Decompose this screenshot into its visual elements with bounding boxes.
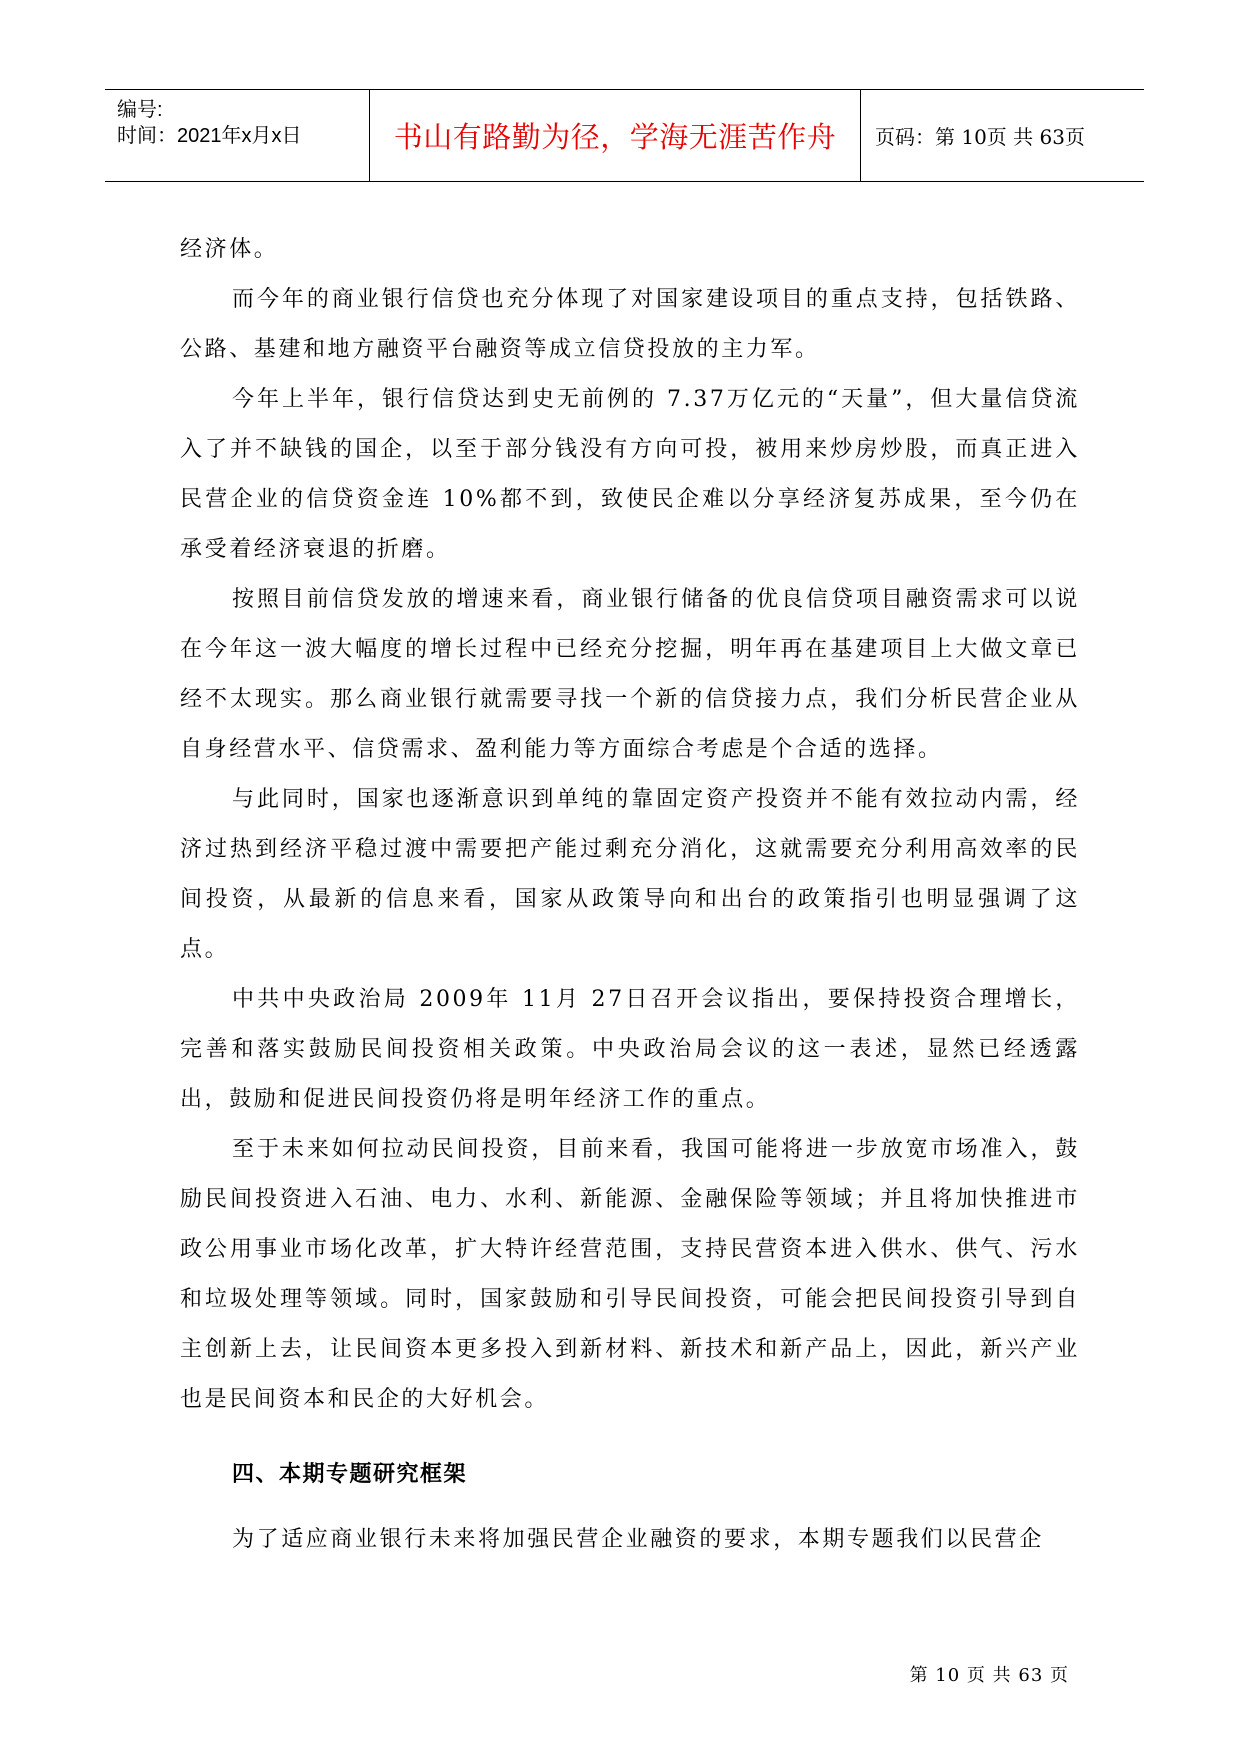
header-page-info: 页码：第 10页 共 63页 bbox=[875, 125, 1085, 149]
page-header bbox=[105, 89, 1144, 182]
paragraph: 至于未来如何拉动民间投资，目前来看，我国可能将进一步放宽市场准入，鼓励民间投资进入石油、电力、水利、新能源、金融保险等领域；并且将加快推进市政公用事业市场化改革，扩大特许经营范围，支持民营资本进入供水、供气、污水和垃圾处理等领域。同时，国家鼓励和引导民间投资，可能会把民间投资引导到自主创新上去，让民间资本更多投入到新材料、新技术和新产品上，因此，新兴产业也是民间资本和民企的大好机会。 bbox=[180, 1137, 1080, 1412]
document-body bbox=[180, 225, 1080, 1565]
paragraph: 而今年的商业银行信贷也充分体现了对国家建设项目的重点支持，包括铁路、公路、基建和地方融资平台融资等成立信贷投放的主力军。 bbox=[180, 287, 1080, 362]
paragraph: 按照目前信贷发放的增速来看，商业银行储备的优良信贷项目融资需求可以说在今年这一波大幅度的增长过程中已经充分挖掘，明年再在基建项目上大做文章已经不太现实。那么商业银行就需要寻找一个新的信贷接力点，我们分析民营企业从自身经营水平、信贷需求、盈利能力等方面综合考虑是个合适的选择。 bbox=[180, 587, 1080, 762]
paragraph: 为了适应商业银行未来将加强民营企业融资的要求，本期专题我们以民营企 bbox=[232, 1527, 1044, 1552]
header-meta bbox=[105, 90, 370, 181]
page-footer: 第 10 页 共 63 页 bbox=[909, 1665, 1069, 1686]
document-number-label: 编号: bbox=[117, 99, 163, 121]
header-motto: 书山有路勤为径，学海无涯苦作舟 bbox=[370, 90, 861, 181]
paragraph: 中共中央政治局 2009年 11月 27日召开会议指出，要保持投资合理增长，完善和落实鼓励民间投资相关政策。中央政治局会议的这一表述，显然已经透露出，鼓励和促进民间投资仍将是明年经济工作的重点。 bbox=[180, 987, 1080, 1112]
document-time: 时间：2021年x月x日 bbox=[117, 125, 302, 147]
paragraph: 经济体。 bbox=[180, 237, 279, 262]
paragraph: 今年上半年，银行信贷达到史无前例的 7.37万亿元的“天量”，但大量信贷流入了并不缺钱的国企，以至于部分钱没有方向可投，被用来炒房炒股，而真正进入民营企业的信贷资金连 10%都不到，致使民企难以分享经济复苏成果，至今仍在承受着经济衰退的折磨。 bbox=[180, 387, 1080, 562]
paragraph: 与此同时，国家也逐渐意识到单纯的靠固定资产投资并不能有效拉动内需，经济过热到经济平稳过渡中需要把产能过剩充分消化，这就需要充分利用高效率的民间投资，从最新的信息来看，国家从政策导向和出台的政策指引也明显强调了这点。 bbox=[180, 787, 1080, 962]
section-heading: 四、本期专题研究框架 bbox=[232, 1462, 468, 1487]
